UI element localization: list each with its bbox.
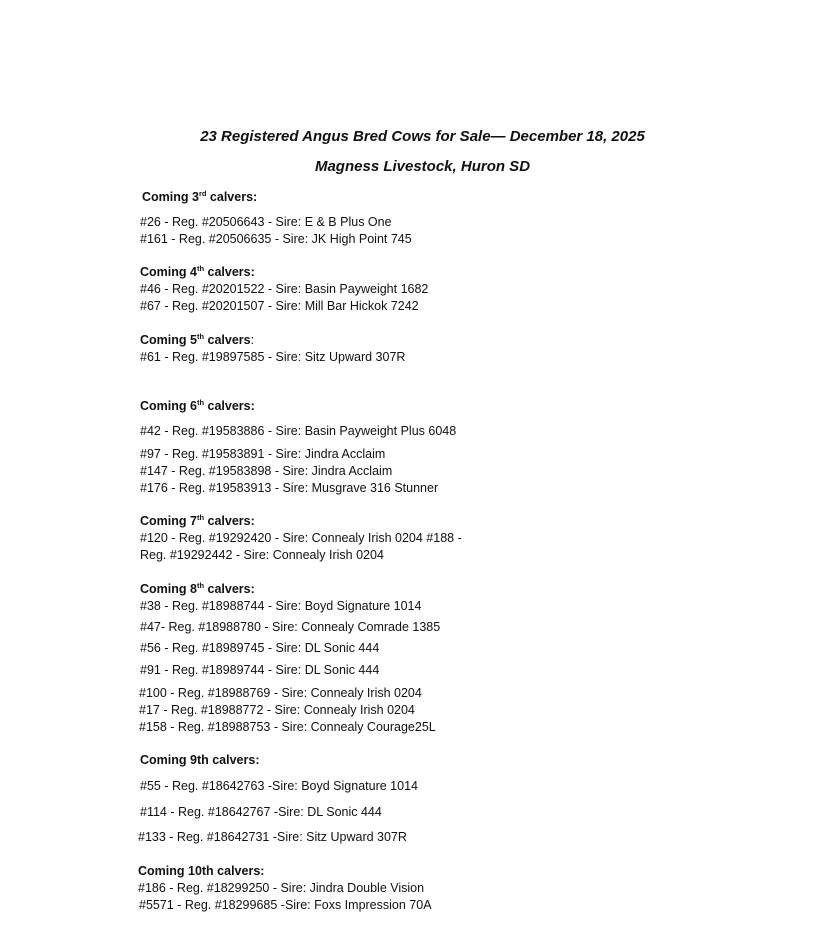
section-heading: Coming 6th calvers: <box>140 398 255 413</box>
section-heading: Coming 8th calvers: <box>140 581 255 596</box>
list-item: #97 - Reg. #19583891 - Sire: Jindra Acclaim <box>140 447 386 461</box>
list-item: #114 - Reg. #18642767 -Sire: DL Sonic 444 <box>140 805 382 819</box>
list-item: #55 - Reg. #18642763 -Sire: Boyd Signature 1014 <box>140 779 418 793</box>
list-item: #91 - Reg. #18989744 - Sire: DL Sonic 444 <box>140 663 380 677</box>
list-item: #26 - Reg. #20506643 - Sire: E & B Plus One <box>140 215 392 229</box>
list-item: #147 - Reg. #19583898 - Sire: Jindra Acclaim <box>140 464 393 478</box>
list-item: #46 - Reg. #20201522 - Sire: Basin Payweight 1682 <box>140 282 429 296</box>
section-heading: Coming 4th calvers: <box>140 264 255 279</box>
section-heading: Coming 10th calvers: <box>138 864 265 878</box>
list-item: #42 - Reg. #19583886 - Sire: Basin Payweight Plus 6048 <box>140 424 457 438</box>
list-item: #17 - Reg. #18988772 - Sire: Connealy Irish 0204 <box>139 703 415 717</box>
list-item: #100 - Reg. #18988769 - Sire: Connealy Irish 0204 <box>139 686 422 700</box>
page-subtitle: Magness Livestock, Huron SD <box>314 158 531 175</box>
list-item: #176 - Reg. #19583913 - Sire: Musgrave 316 Stunner <box>140 481 439 495</box>
page-title: 23 Registered Angus Bred Cows for Sale— December 18, 2025 <box>200 128 645 145</box>
list-item: #47- Reg. #18988780 - Sire: Connealy Comrade 1385 <box>140 620 441 634</box>
section-heading: Coming 3rd calvers: <box>142 189 258 204</box>
list-item: #133 - Reg. #18642731 -Sire: Sitz Upward 307R <box>138 830 407 844</box>
list-item: #38 - Reg. #18988744 - Sire: Boyd Signature 1014 <box>140 599 422 613</box>
list-item: #158 - Reg. #18988753 - Sire: Connealy Courage25L <box>139 720 436 734</box>
section-heading: Coming 7th calvers: <box>140 513 255 528</box>
list-item: Reg. #19292442 - Sire: Connealy Irish 0204 <box>140 548 384 562</box>
list-item: #5571 - Reg. #18299685 -Sire: Foxs Impression 70A <box>139 898 432 912</box>
section-heading: Coming 5th calvers: <box>140 332 255 347</box>
list-item: #56 - Reg. #18989745 - Sire: DL Sonic 444 <box>140 641 380 655</box>
list-item: #161 - Reg. #20506635 - Sire: JK High Point 745 <box>140 232 412 246</box>
list-item: #61 - Reg. #19897585 - Sire: Sitz Upward 307R <box>140 350 406 364</box>
list-item: #186 - Reg. #18299250 - Sire: Jindra Double Vision <box>138 881 425 895</box>
section-heading: Coming 9th calvers: <box>140 753 260 767</box>
list-item: #67 - Reg. #20201507 - Sire: Mill Bar Hickok 7242 <box>140 299 419 313</box>
list-item: #120 - Reg. #19292420 - Sire: Connealy Irish 0204 #188 - <box>140 531 462 545</box>
